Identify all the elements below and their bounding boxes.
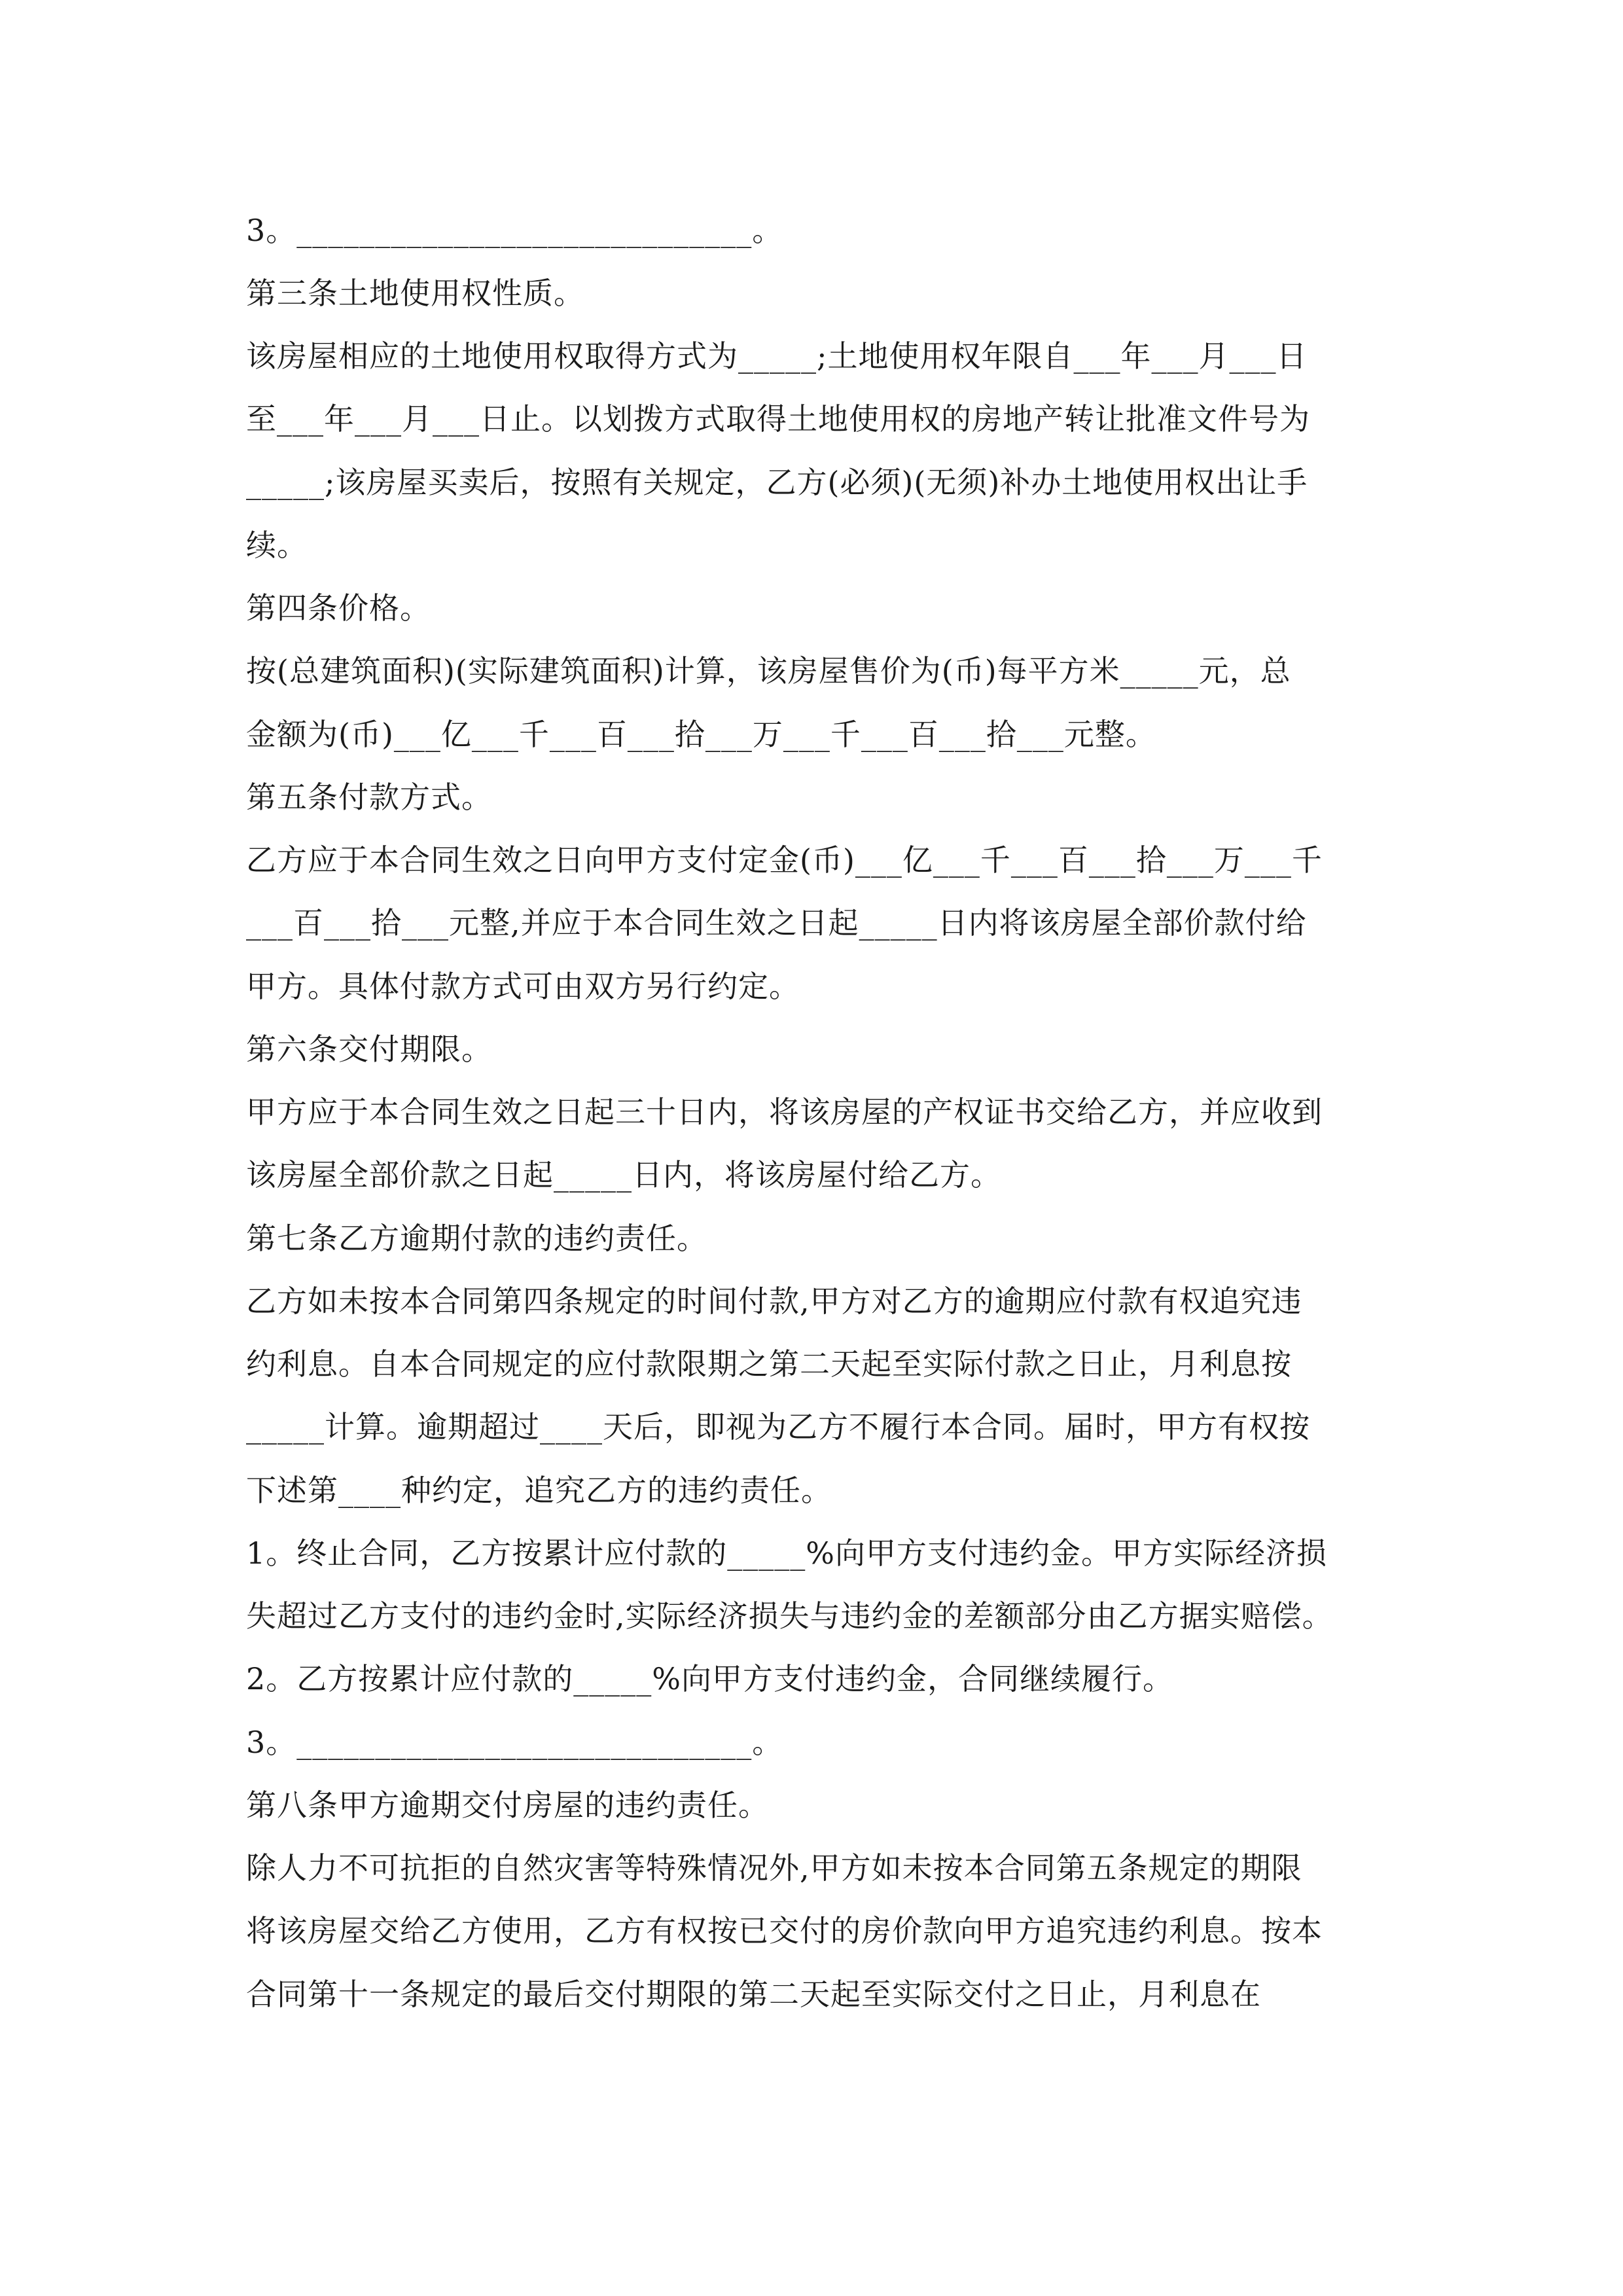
text-line-19: 约利息。自本合同规定的应付款限期之第二天起至实际付款之日止，月利息按 xyxy=(246,1346,1292,1382)
text-line-9: 金额为(币)___亿___千___百___拾___万___千___百___拾___元整。 xyxy=(246,717,1156,752)
text-line-17: 第七条乙方逾期付款的违约责任。 xyxy=(246,1221,707,1256)
text-line-4: 至___年___月___日止。以划拨方式取得土地使用权的房地产转让批准文件号为 xyxy=(246,401,1310,437)
text-line-10: 第五条付款方式。 xyxy=(246,780,492,815)
text-line-14: 第六条交付期限。 xyxy=(246,1031,492,1067)
text-line-6: 续。 xyxy=(246,528,308,563)
text-line-2: 第三条土地使用权性质。 xyxy=(246,276,584,311)
text-line-1: 3。_____________________________。 xyxy=(246,213,783,248)
text-line-13: 甲方。具体付款方式可由双方另行约定。 xyxy=(246,969,800,1004)
text-line-5: _____;该房屋买卖后，按照有关规定，乙方(必须)(无须)补办土地使用权出让手 xyxy=(246,465,1308,500)
text-line-25: 3。_____________________________。 xyxy=(246,1725,783,1760)
text-line-27: 除人力不可抗拒的自然灾害等特殊情况外,甲方如未按本合同第五条规定的期限 xyxy=(246,1850,1302,1886)
text-line-15: 甲方应于本合同生效之日起三十日内，将该房屋的产权证书交给乙方，并应收到 xyxy=(246,1094,1323,1130)
text-line-23: 失超过乙方支付的违约金时,实际经济损失与违约金的差额部分由乙方据实赔偿。 xyxy=(246,1598,1333,1634)
text-line-16: 该房屋全部价款之日起_____日内，将该房屋付给乙方。 xyxy=(246,1157,1001,1193)
text-line-12: ___百___拾___元整,并应于本合同生效之日起_____日内将该房屋全部价款付给 xyxy=(246,905,1307,941)
text-line-11: 乙方应于本合同生效之日向甲方支付定金(币)___亿___千___百___拾___万___千 xyxy=(246,842,1323,878)
text-line-29: 合同第十一条规定的最后交付期限的第二天起至实际交付之日止，月利息在 xyxy=(246,1977,1261,2012)
text-line-7: 第四条价格。 xyxy=(246,590,431,626)
text-line-28: 将该房屋交给乙方使用，乙方有权按已交付的房价款向甲方追究违约利息。按本 xyxy=(246,1913,1323,1948)
text-line-22: 1。终止合同，乙方按累计应付款的_____%向甲方支付违约金。甲方实际经济损 xyxy=(246,1535,1327,1571)
text-line-18: 乙方如未按本合同第四条规定的时间付款,甲方对乙方的逾期应付款有权追究违 xyxy=(246,1283,1302,1319)
text-line-24: 2。乙方按累计应付款的_____%向甲方支付违约金，合同继续履行。 xyxy=(246,1661,1173,1696)
text-line-26: 第八条甲方逾期交付房屋的违约责任。 xyxy=(246,1787,769,1823)
text-line-21: 下述第____种约定，追究乙方的违约责任。 xyxy=(246,1473,832,1508)
text-line-8: 按(总建筑面积)(实际建筑面积)计算，该房屋售价为(币)每平方米_____元，总 xyxy=(246,653,1291,689)
text-line-20: _____计算。逾期超过____天后，即视为乙方不履行本合同。届时，甲方有权按 xyxy=(246,1409,1310,1444)
text-line-3: 该房屋相应的土地使用权取得方式为_____;土地使用权年限自___年___月___日 xyxy=(246,338,1308,374)
